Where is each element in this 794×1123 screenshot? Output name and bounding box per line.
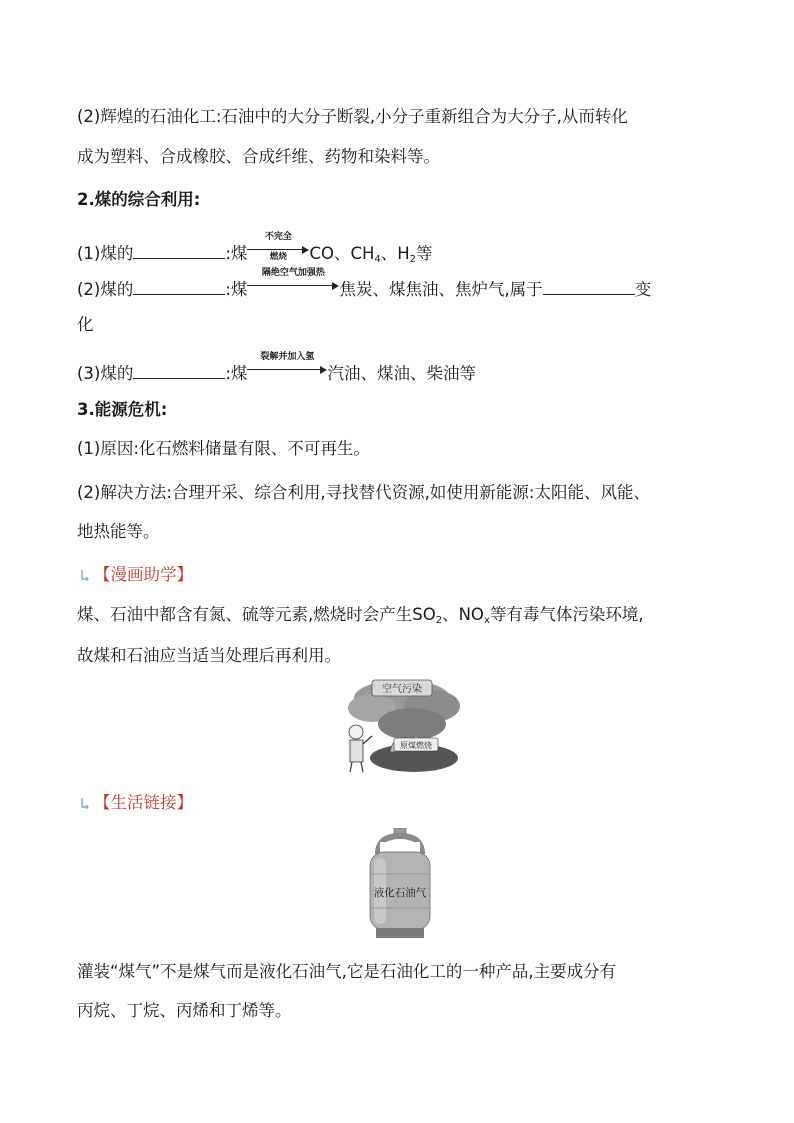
comic-heading: [80, 564, 193, 586]
comic-text-wrap: 故煤和石油应当适当处理后再利用。: [77, 646, 341, 665]
item-colon: :煤: [225, 244, 248, 263]
fill-blank[interactable]: [133, 278, 225, 295]
products-tail: 等: [416, 244, 433, 263]
arrow-condition-top: 裂解并加入氢: [260, 352, 315, 362]
coal-item-1: [77, 232, 433, 265]
subscript: 2: [435, 615, 443, 626]
tank-label-text: 液化石油气: [373, 887, 427, 899]
item-colon: :煤: [225, 364, 248, 383]
comic-text-c: 等有毒气体污染环境,: [489, 605, 644, 624]
energy-solution: (2)解决方法:合理开采、综合利用,寻找替代资源,如使用新能源:太阳能、风能、: [77, 483, 650, 502]
comic-text-b: 、NO: [442, 605, 484, 624]
comic-text: [77, 604, 644, 626]
products: 焦炭、煤焦油、焦炉气,属于: [339, 280, 543, 299]
products-tail: 变: [634, 280, 652, 299]
coal-item-2: [77, 268, 652, 301]
energy-solution-wrap: 地热能等。: [77, 522, 160, 541]
bookmark-icon: [80, 569, 90, 581]
item-prefix: (1)煤的: [77, 244, 134, 263]
paragraph-line: (2)辉煌的石油化工:石油中的大分子断裂,小分子重新组合为大分子,从而转化: [77, 107, 628, 126]
coal-item-3: [77, 352, 476, 385]
subscript: 4: [374, 254, 381, 265]
comic-text-a: 煤、石油中都含有氮、硫等元素,燃烧时会产生SO: [77, 605, 436, 624]
bookmark-icon: [80, 797, 90, 809]
reaction-arrow: [247, 352, 327, 379]
image-label-text: 原煤燃烧: [400, 741, 432, 750]
arrow-condition-top: 不完全: [264, 232, 292, 242]
fill-blank[interactable]: [133, 242, 225, 259]
coal-item-2-wrap: 化: [77, 315, 94, 334]
comic-heading-text: 【漫画助学】: [94, 565, 193, 584]
item-prefix: (2)煤的: [77, 280, 134, 299]
paragraph-line: 成为塑料、合成橡胶、合成纤维、药物和染料等。: [77, 147, 440, 166]
life-text: 灌装“煤气”不是煤气而是液化石油气,它是石油化工的一种产品,主要成分有: [77, 962, 617, 981]
air-pollution-cartoon: [342, 676, 462, 774]
fill-blank[interactable]: [133, 362, 225, 379]
section-heading: 3.能源危机:: [77, 400, 168, 419]
subscript: 2: [409, 254, 417, 265]
reaction-arrow: [247, 268, 339, 295]
subscript: x: [483, 615, 490, 626]
life-heading: [80, 792, 193, 814]
life-heading-text: 【生活链接】: [94, 793, 193, 812]
section-heading: 2.煤的综合利用:: [77, 190, 201, 209]
products: CO、CH: [309, 244, 375, 263]
item-prefix: (3)煤的: [77, 364, 134, 383]
products-sep: 、H: [380, 244, 410, 263]
arrow-condition-top: 隔绝空气加强热: [261, 268, 325, 278]
arrow-condition-bottom: 燃烧: [269, 252, 287, 262]
item-colon: :煤: [225, 280, 248, 299]
fill-blank[interactable]: [543, 278, 635, 295]
lpg-cylinder-image: [364, 828, 436, 940]
image-sign-text: 空气污染: [382, 684, 422, 695]
life-text-wrap: 丙烷、丁烷、丙烯和丁烯等。: [77, 1001, 292, 1020]
products: 汽油、煤油、柴油等: [327, 364, 476, 383]
reaction-arrow: [247, 232, 309, 262]
energy-cause: (1)原因:化石燃料储量有限、不可再生。: [77, 439, 370, 458]
